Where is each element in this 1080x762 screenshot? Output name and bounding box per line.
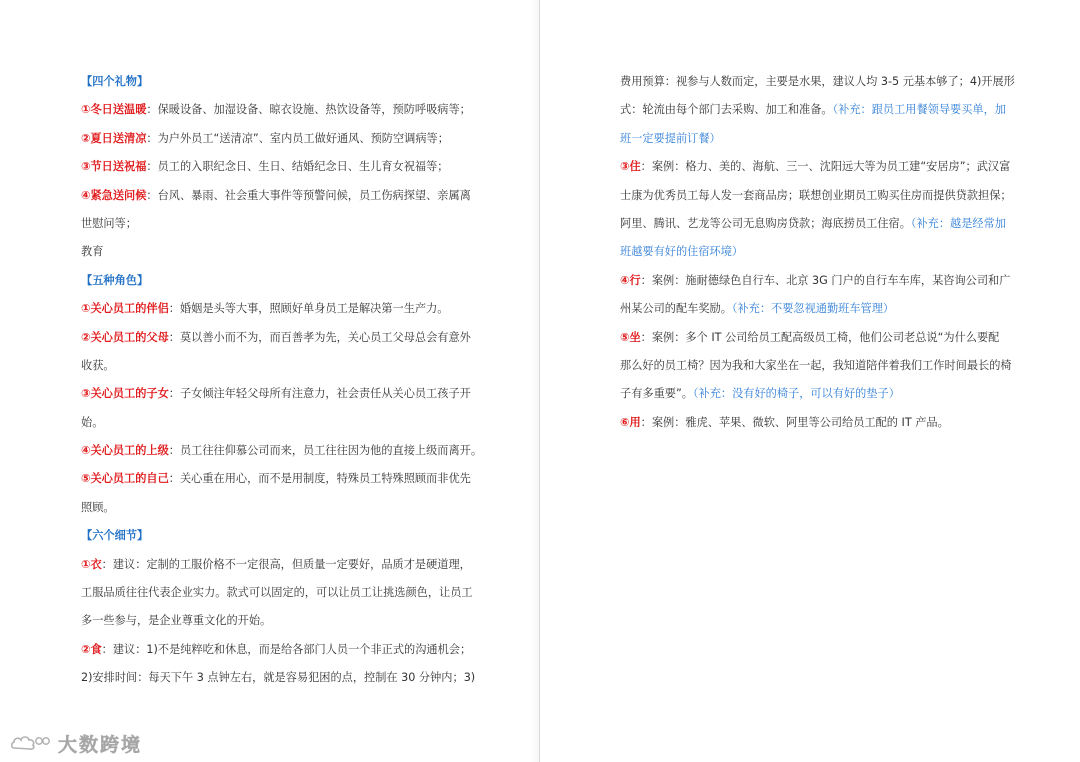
- supplement-note: 班一定要提前订餐）: [620, 131, 721, 145]
- right-page: [540, 0, 1080, 762]
- keyword-label: ③关心员工的子女: [81, 387, 169, 401]
- text-line: [81, 324, 471, 352]
- body-text: ：案例：多个 IT 公司给员工配高级员工椅，他们公司老总说“为什么要配: [640, 330, 1000, 344]
- body-text: 士康为优秀员工每人发一套商品房；联想创业期员工购买住房而提供贷款担保；: [620, 188, 1012, 202]
- keyword-label: ④行: [620, 273, 641, 287]
- body-text: ：案例：施耐德绿色自行车、北京 3G 门户的自行车车库，某咨询公司和广: [640, 273, 1011, 287]
- cloud-logo-icon: [10, 732, 52, 754]
- body-text: 费用预算：视参与人数而定，主要是水果，建议人均 3-5 元基本够了；4)开展形: [620, 75, 1015, 88]
- body-text: 始。: [81, 415, 104, 429]
- keyword-label: ②夏日送清凉: [81, 131, 147, 145]
- supplement-note: （补充：越是经常加: [910, 216, 1006, 230]
- body-text: 2)安排时间：每天下午 3 点钟左右，就是容易犯困的点，控制在 30 分钟内；3): [81, 671, 476, 685]
- text-line: [81, 238, 466, 266]
- section-heading: 【四个礼物】: [81, 75, 149, 88]
- body-text: ：子女倾注年轻父母所有注意力，社会责任从关心员工孩子开: [168, 387, 471, 401]
- keyword-label: ①衣: [81, 557, 102, 571]
- text-line: [81, 579, 473, 607]
- body-text: 工服品质往往代表企业实力。款式可以固定的，可以让员工让挑选颜色，让员工: [81, 586, 473, 600]
- right-page-body: [620, 68, 1015, 437]
- supplement-note: （补充：没有好的椅子，可以有好的垫子）: [692, 387, 900, 401]
- watermark-text: 大数跨境: [58, 733, 143, 756]
- body-text: ：建议：定制的工服价格不一定很高，但质量一定要好，品质才是硬道理，: [101, 557, 471, 571]
- text-line: [81, 68, 466, 96]
- text-line: [620, 210, 1005, 238]
- body-text: 世慰问等；: [81, 216, 137, 230]
- body-text: 阿里、腾讯、艺龙等公司无息购房贷款；海底捞员工住宿。: [620, 216, 911, 230]
- text-line: [81, 522, 466, 550]
- body-text: ：员工的入职纪念日、生日、结婚纪念日、生儿育女祝福等；: [146, 160, 449, 174]
- text-line: [81, 551, 471, 579]
- body-text: 多一些参与，是企业尊重文化的开始。: [81, 614, 272, 628]
- text-line: [81, 494, 466, 522]
- text-line: [81, 210, 466, 238]
- supplement-note: （补充：跟员工用餐领导要买单，加: [832, 103, 1006, 117]
- body-text: 教育: [81, 245, 104, 259]
- text-line: [620, 380, 1005, 408]
- body-text: ：台风、暴雨、社会重大事件等预警问候，员工伤病探望、亲属离: [146, 188, 471, 202]
- text-line: [81, 295, 466, 323]
- keyword-label: ②食: [81, 642, 102, 656]
- body-text: ：婚姻是头等大事，照顾好单身员工是解决第一生产力。: [168, 302, 449, 316]
- text-line: [620, 125, 1005, 153]
- text-line: [620, 238, 1005, 266]
- text-line: [620, 153, 1011, 181]
- text-line: [81, 182, 471, 210]
- text-line: [81, 380, 471, 408]
- supplement-note: 班越要有好的住宿环境）: [620, 245, 744, 259]
- left-page-body: [81, 68, 483, 693]
- text-line: [81, 607, 466, 635]
- text-line: [620, 96, 1005, 124]
- text-line: [81, 437, 483, 465]
- text-line: [620, 68, 1015, 96]
- keyword-label: ①冬日送温暖: [81, 103, 147, 117]
- keyword-label: ⑤关心员工的自己: [81, 472, 169, 486]
- body-text: 州某公司的配车奖励。: [620, 302, 732, 316]
- text-line: [81, 465, 471, 493]
- keyword-label: ③节日送祝福: [81, 160, 147, 174]
- body-text: ：保暖设备、加湿设备、晾衣设施、热饮设备等，预防呼吸病等；: [146, 103, 471, 117]
- keyword-label: ④紧急送问候: [81, 188, 147, 202]
- text-line: [620, 352, 1012, 380]
- section-heading: 【六个细节】: [81, 529, 149, 543]
- body-text: ：案例：雅虎、苹果、微软、阿里等公司给员工配的 IT 产品。: [640, 415, 949, 429]
- text-line: [81, 409, 466, 437]
- body-text: ：关心重在用心，而不是用制度，特殊员工特殊照顾而非优先: [168, 472, 471, 486]
- body-text: 子有多重要”。: [620, 387, 693, 401]
- text-line: [620, 295, 1005, 323]
- text-line: [81, 96, 471, 124]
- text-line: [81, 636, 472, 664]
- text-line: [81, 352, 466, 380]
- body-text: 照顾。: [81, 500, 115, 514]
- body-text: ：员工往往仰慕公司而来，员工往往因为他的直接上级而离开。: [168, 444, 483, 458]
- keyword-label: ⑥用: [620, 415, 641, 429]
- text-line: [620, 267, 1011, 295]
- keyword-label: ①关心员工的伴侣: [81, 302, 169, 316]
- body-text: ：建议：1)不是纯粹吃和休息，而是给各部门人员一个非正式的沟通机会；: [101, 642, 472, 656]
- text-line: [81, 125, 466, 153]
- keyword-label: ⑤坐: [620, 330, 641, 344]
- keyword-label: ④关心员工的上级: [81, 444, 169, 458]
- text-line: [620, 324, 1005, 352]
- body-text: ：莫以善小而不为，而百善孝为先，关心员工父母总会有意外: [168, 330, 471, 344]
- text-line: [81, 153, 466, 181]
- text-line: [81, 267, 466, 295]
- text-line: [620, 409, 1005, 437]
- body-text: 式：轮流由每个部门去采购、加工和准备。: [620, 103, 833, 117]
- body-text: ：为户外员工“送清凉”、室内员工做好通风、预防空调病等；: [146, 131, 449, 145]
- text-line: [81, 664, 476, 692]
- body-text: 那么好的员工椅？因为我和大家坐在一起，我知道陪伴着我们工作时间最长的椅: [620, 358, 1012, 372]
- body-text: ：案例：格力、美的、海航、三一、沈阳远大等为员工建“安居房”；武汉富: [640, 160, 1011, 174]
- body-text: 收获。: [81, 358, 115, 372]
- keyword-label: ③住: [620, 160, 641, 174]
- supplement-note: （补充：不要忽视通勤班车管理）: [731, 302, 895, 316]
- section-heading: 【五种角色】: [81, 273, 149, 287]
- text-line: [620, 182, 1012, 210]
- keyword-label: ②关心员工的父母: [81, 330, 169, 344]
- watermark: [10, 730, 142, 756]
